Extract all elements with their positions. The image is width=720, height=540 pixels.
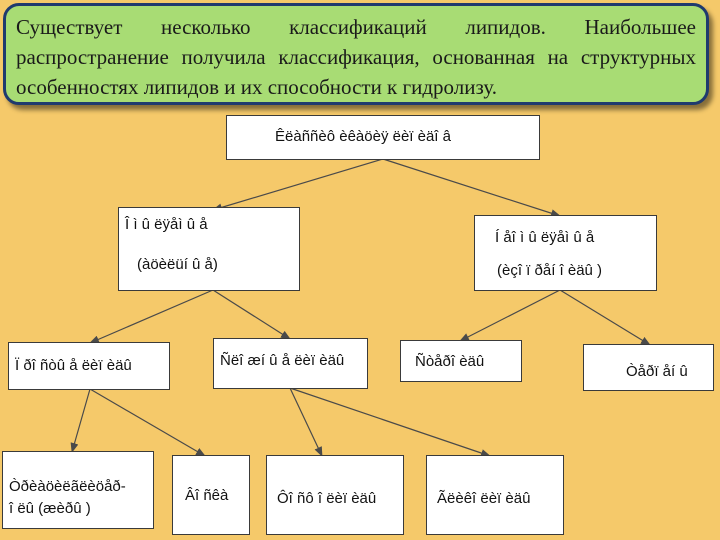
root-classification-box [226, 115, 540, 160]
simple-lipids-label: Ï ðî ñòû å ëèï èäû [15, 357, 132, 374]
arrow-root-to-acyl [213, 159, 383, 210]
arrow-isoprenoid-to-terpenes [560, 290, 650, 345]
acyl-line1: Î ì û ëÿåì û å [125, 216, 208, 233]
complex-lipids-label: Ñëî æí û å ëèï èäû [220, 352, 345, 369]
steroids-label: Ñòåðî èäû [415, 353, 485, 370]
terpenes-box [583, 344, 714, 391]
acyl-line2: (àöèëüí û å) [137, 256, 218, 273]
isoprenoid-lipids-box [474, 215, 657, 291]
isoprenoid-line1: Í åî ì û ëÿåì û å [495, 229, 595, 246]
waxes-box [172, 455, 250, 535]
waxes-label: Âî ñêà [185, 487, 229, 504]
phospholipids-label: Ôî ñô î ëèï èäû [277, 490, 377, 507]
acyl-lipids-box [118, 207, 300, 291]
root-label: Êëàññèô èêàöèÿ ëèï èäî â [275, 128, 451, 145]
triacylglycerols-line2: î ëû (æèðû ) [9, 500, 91, 517]
arrow-simple-to-triacylglycerols [72, 389, 90, 452]
arrow-root-to-isoprenoid [383, 159, 560, 216]
arrow-complex-to-phospholipids [290, 388, 322, 456]
glycolipids-box [426, 455, 564, 535]
arrow-acyl-to-complex [213, 290, 290, 339]
arrow-isoprenoid-to-steroids [460, 290, 560, 341]
isoprenoid-line2: (èçî ï ðåí î èäû ) [497, 262, 603, 279]
terpenes-label: Òåðï åí û [626, 363, 688, 380]
arrow-simple-to-waxes [90, 389, 205, 456]
triacylglycerols-box [2, 451, 154, 529]
steroids-box [400, 340, 522, 382]
complex-lipids-box [213, 338, 368, 389]
arrow-acyl-to-simple [90, 290, 213, 343]
triacylglycerols-line1: Òðèàöèëãëèöåð- [9, 478, 126, 495]
glycolipids-label: Ãëèêî ëèï èäû [437, 490, 531, 507]
phospholipids-box [266, 455, 404, 535]
intro-text: Существует несколько классификаций липидов. Наибольшее распространение получила классификация, основанная на структурных особенностях липидов и их способности к гидролизу. [16, 15, 696, 99]
arrow-complex-to-glycolipids [290, 388, 490, 456]
simple-lipids-box [8, 342, 170, 390]
